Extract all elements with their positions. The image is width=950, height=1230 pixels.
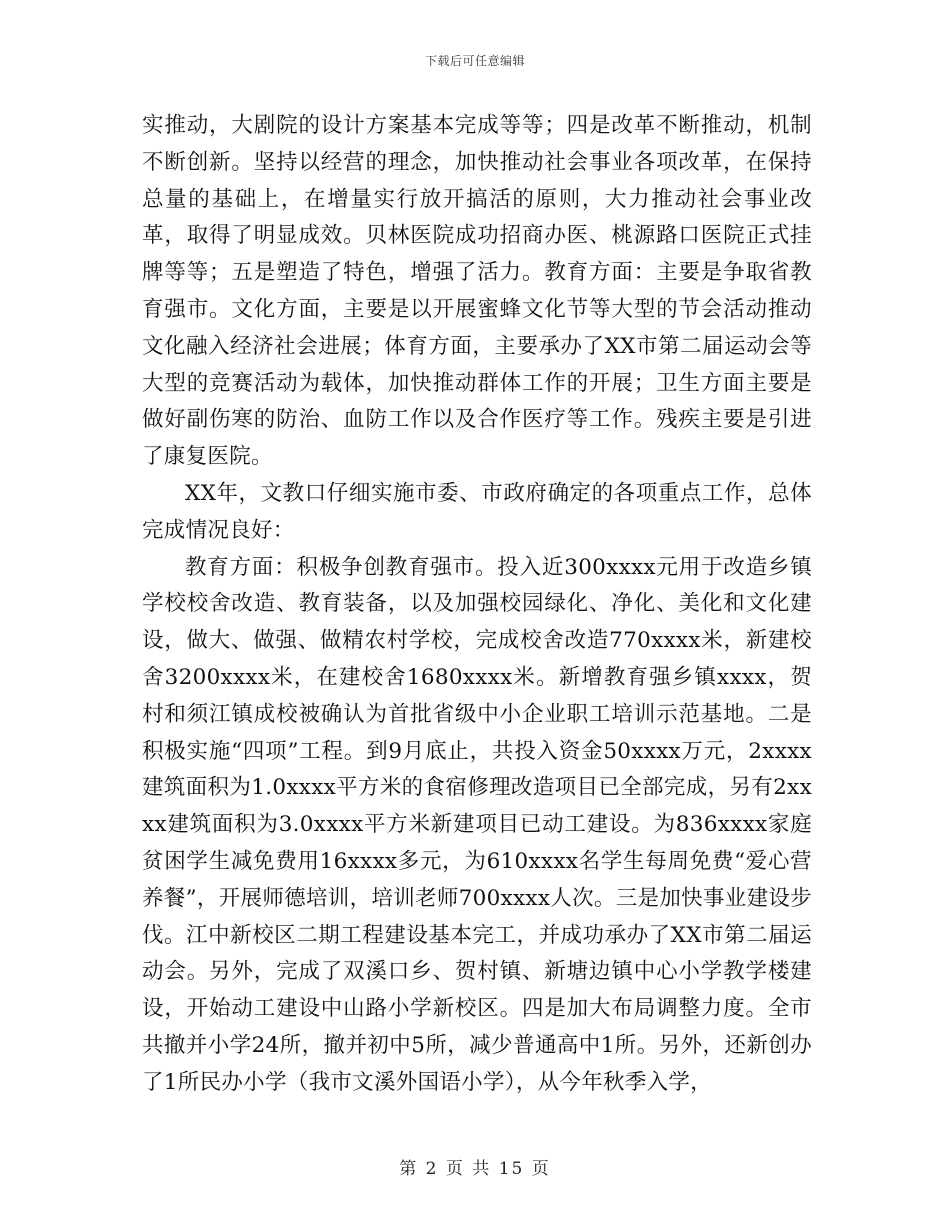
page-footer: 第 2 页 共 15 页 [399,1159,551,1179]
paragraph-education: 教育方面：积极争创教育强市。投入近300xxxx元用于改造乡镇学校校舍改造、教育装备，以及加强校园绿化、净化、美化和文化建设，做大、做强、做精农村学校，完成校舍改造770xxxx米，新建校舍3200xxxx米，在建校舍1680xxxx米。新增教育强乡镇xxxx，贺村和须江镇成校被确认为首批省级中小企业职工培训示范基地。二是积极实施“四项”工程。到9月底止，共投入资金50xxxx万元，2xxxx建筑面积为1.0xxxx平方米的食宿修理改造项目已全部完成，另有2xxxx建筑面积为3.0xxxx平方米新建项目已动工建设。为836xxxx家庭贫困学生减免费用16xxxx多元，为610xxxx名学生每周免费“爱心营养餐”，开展师德培训，培训老师700xxxx人次。三是加快事业建设步伐。江中新校区二期工程建设基本完工，并成功承办了XX市第二届运动会。另外，完成了双溪口乡、贺村镇、新塘边镇中心小学教学楼建设，开始动工建设中山路小学新校区。四是加大布局调整力度。全市共撤并小学24所，撤并初中5所，减少普通高中1所。另外，还新创办了1所民办小学（我市文溪外国语小学），从今年秋季入学， [142,554,812,1095]
page-header: 下载后可任意编辑 [424,54,525,68]
paragraph-summary: XX年，文教口仔细实施市委、市政府确定的各项重点工作，总体完成情况良好： [142,480,812,543]
document-body [142,108,812,1102]
paragraph-continuation: 实推动，大剧院的设计方案基本完成等等；四是改革不断推动，机制不断创新。坚持以经营的理念，加快推动社会事业各项改革，在保持总量的基础上，在增量实行放开搞活的原则，大力推动社会事业改革，取得了明显成效。贝林医院成功招商办医、桃源路口医院正式挂牌等等；五是塑造了特色，增强了活力。教育方面：主要是争取省教育强市。文化方面，主要是以开展蜜蜂文化节等大型的节会活动推动文化融入经济社会进展；体育方面，主要承办了XX市第二届运动会等大型的竞赛活动为载体，加快推动群体工作的开展；卫生方面主要是做好副伤寒的防治、血防工作以及合作医疗等工作。残疾主要是引进了康复医院。 [142,113,812,470]
